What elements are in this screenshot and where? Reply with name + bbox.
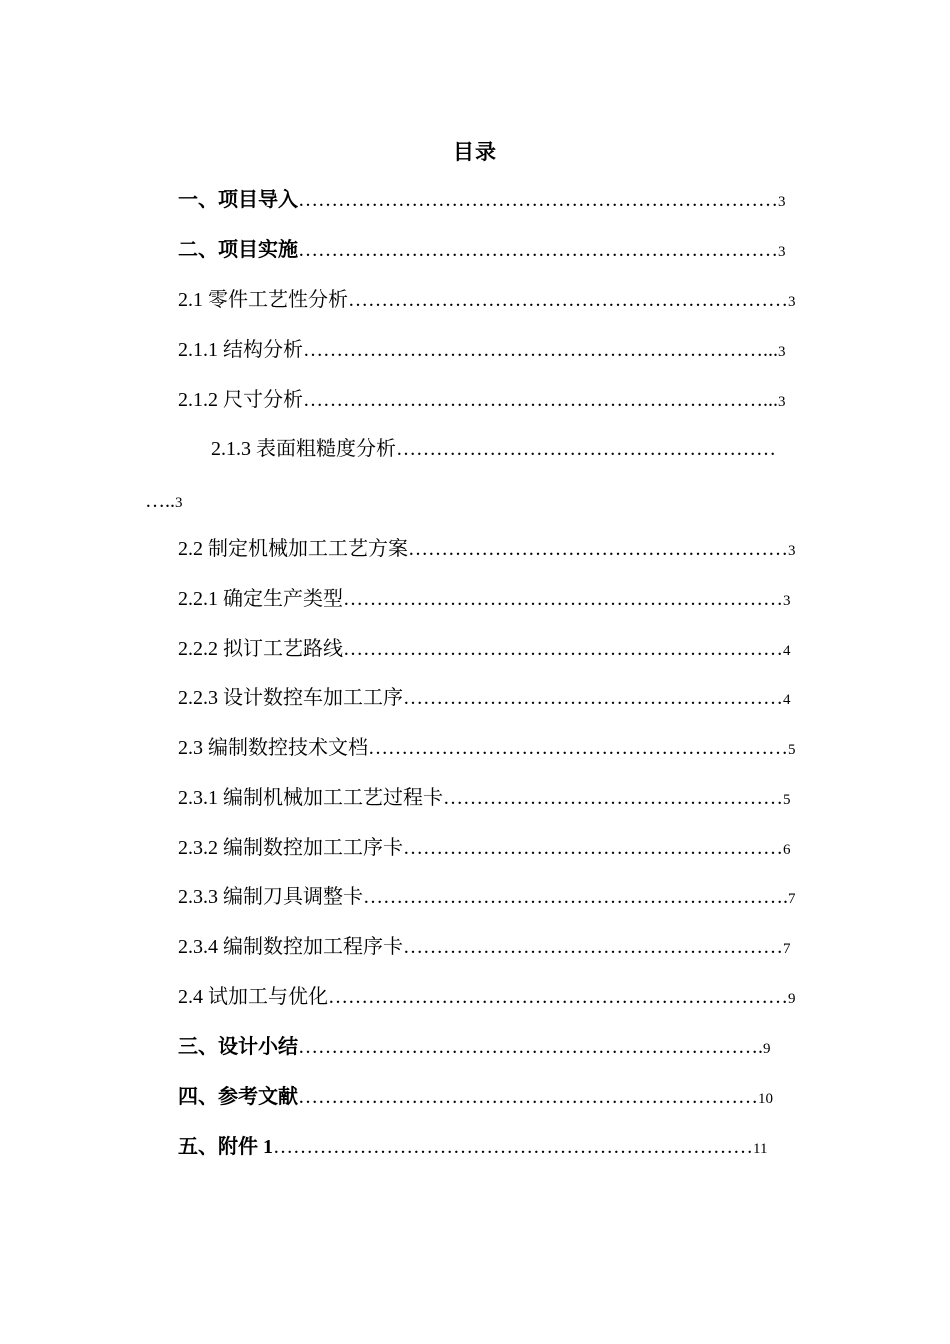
toc-entry[interactable] bbox=[178, 734, 796, 764]
toc-entry[interactable] bbox=[178, 1033, 771, 1063]
toc-page-number: 3 bbox=[778, 394, 786, 410]
toc-entry[interactable] bbox=[178, 535, 796, 565]
toc-page-number: 9 bbox=[763, 1041, 771, 1057]
toc-leader: ………………………………………………… bbox=[408, 538, 788, 560]
toc-page-number: 4 bbox=[783, 692, 791, 708]
toc-leader: ………………………………………………………… bbox=[343, 588, 783, 610]
toc-entry-label: 一、项目导入 bbox=[178, 189, 298, 211]
toc-page-number: 3 bbox=[778, 344, 786, 360]
toc-page-number: 10 bbox=[758, 1091, 773, 1107]
toc-entry[interactable] bbox=[178, 784, 791, 814]
toc-entry[interactable] bbox=[178, 1133, 767, 1163]
toc-entry-label: 2.1 零件工艺性分析 bbox=[178, 289, 348, 311]
toc-leader: ……………………………………………………………… bbox=[298, 239, 778, 261]
toc-entry-label: 三、设计小结 bbox=[178, 1036, 298, 1058]
toc-entry-label: 2.3.1 编制机械加工工艺过程卡 bbox=[178, 787, 443, 809]
toc-entry[interactable] bbox=[178, 236, 786, 266]
toc-leader: ………………………………………………… bbox=[403, 837, 783, 859]
toc-leader: ………………………………………………… bbox=[396, 438, 776, 460]
toc-entry[interactable] bbox=[178, 186, 786, 216]
toc-page-number: 9 bbox=[788, 991, 796, 1007]
toc-page-number: 5 bbox=[788, 742, 796, 758]
toc-leader: …………………………………………… bbox=[443, 787, 783, 809]
toc-page-number: 3 bbox=[788, 543, 796, 559]
toc-entry[interactable] bbox=[178, 883, 796, 913]
toc-title: 目录 bbox=[453, 140, 497, 164]
toc-entry[interactable] bbox=[178, 286, 796, 316]
toc-page-number: 5 bbox=[783, 792, 791, 808]
toc-entry-label: 2.1.2 尺寸分析 bbox=[178, 389, 303, 411]
toc-leader: ………………………………………………… bbox=[403, 936, 783, 958]
toc-leader: ….. bbox=[145, 490, 175, 512]
toc-entry[interactable] bbox=[178, 983, 796, 1013]
toc-entry-label: 2.3 编制数控技术文档 bbox=[178, 737, 368, 759]
toc-entry[interactable] bbox=[178, 933, 791, 963]
toc-page-number: 6 bbox=[783, 842, 791, 858]
toc-page-number: 3 bbox=[788, 294, 796, 310]
toc-leader: ………………………………………………………… bbox=[343, 638, 783, 660]
toc-entry[interactable] bbox=[178, 684, 791, 714]
toc-page-number: 3 bbox=[783, 593, 791, 609]
toc-page-number: 7 bbox=[783, 941, 791, 957]
toc-entry-label: 2.3.3 编制刀具调整卡 bbox=[178, 886, 363, 908]
toc-page-number: 7 bbox=[788, 891, 796, 907]
toc-page-number: 3 bbox=[778, 244, 786, 260]
toc-entry[interactable] bbox=[178, 585, 791, 615]
toc-entry[interactable] bbox=[178, 635, 791, 665]
toc-leader: ……………………………………………………………... bbox=[303, 389, 778, 411]
toc-entry[interactable] bbox=[178, 1083, 773, 1113]
toc-entry-label: 2.1.3 表面粗糙度分析 bbox=[211, 438, 396, 460]
toc-leader: ……………………………………………………………… bbox=[298, 189, 778, 211]
toc-leader: ………………………………………………………. bbox=[363, 886, 788, 908]
toc-entry-label: 2.2.2 拟订工艺路线 bbox=[178, 638, 343, 660]
toc-leader: …………………………………………………………… bbox=[328, 986, 788, 1008]
toc-leader: …………………………………………………………… bbox=[298, 1086, 758, 1108]
toc-entry[interactable] bbox=[178, 834, 791, 864]
toc-entry[interactable] bbox=[178, 336, 786, 366]
toc-page-number: 3 bbox=[778, 194, 786, 210]
toc-entry-label: 2.2.3 设计数控车加工工序 bbox=[178, 687, 403, 709]
toc-leader: ……………………………………………………… bbox=[368, 737, 788, 759]
toc-entry-label: 二、项目实施 bbox=[178, 239, 298, 261]
toc-entry-label: 2.4 试加工与优化 bbox=[178, 986, 328, 1008]
toc-leader: ……………………………………………………………... bbox=[303, 339, 778, 361]
toc-page-number: 4 bbox=[783, 643, 791, 659]
toc-entry-label: 2.3.4 编制数控加工程序卡 bbox=[178, 936, 403, 958]
toc-page-number: 3 bbox=[175, 495, 183, 511]
toc-entry[interactable] bbox=[178, 386, 786, 416]
toc-leader: ……………………………………………………………. bbox=[298, 1036, 763, 1058]
toc-entry-label: 2.3.2 编制数控加工工序卡 bbox=[178, 837, 403, 859]
toc-leader: ……………………………………………………………… bbox=[273, 1136, 753, 1158]
toc-entry-continuation bbox=[145, 487, 183, 517]
toc-entry[interactable] bbox=[211, 435, 776, 463]
toc-leader: ………………………………………………………… bbox=[348, 289, 788, 311]
toc-entry-label: 2.2.1 确定生产类型 bbox=[178, 588, 343, 610]
toc-entry-label: 2.2 制定机械加工工艺方案 bbox=[178, 538, 408, 560]
toc-leader: ………………………………………………… bbox=[403, 687, 783, 709]
toc-page-number: 11 bbox=[753, 1141, 768, 1157]
toc-entry-label: 2.1.1 结构分析 bbox=[178, 339, 303, 361]
toc-entry-label: 四、参考文献 bbox=[178, 1086, 298, 1108]
toc-entry-label: 五、附件 1 bbox=[178, 1136, 273, 1158]
